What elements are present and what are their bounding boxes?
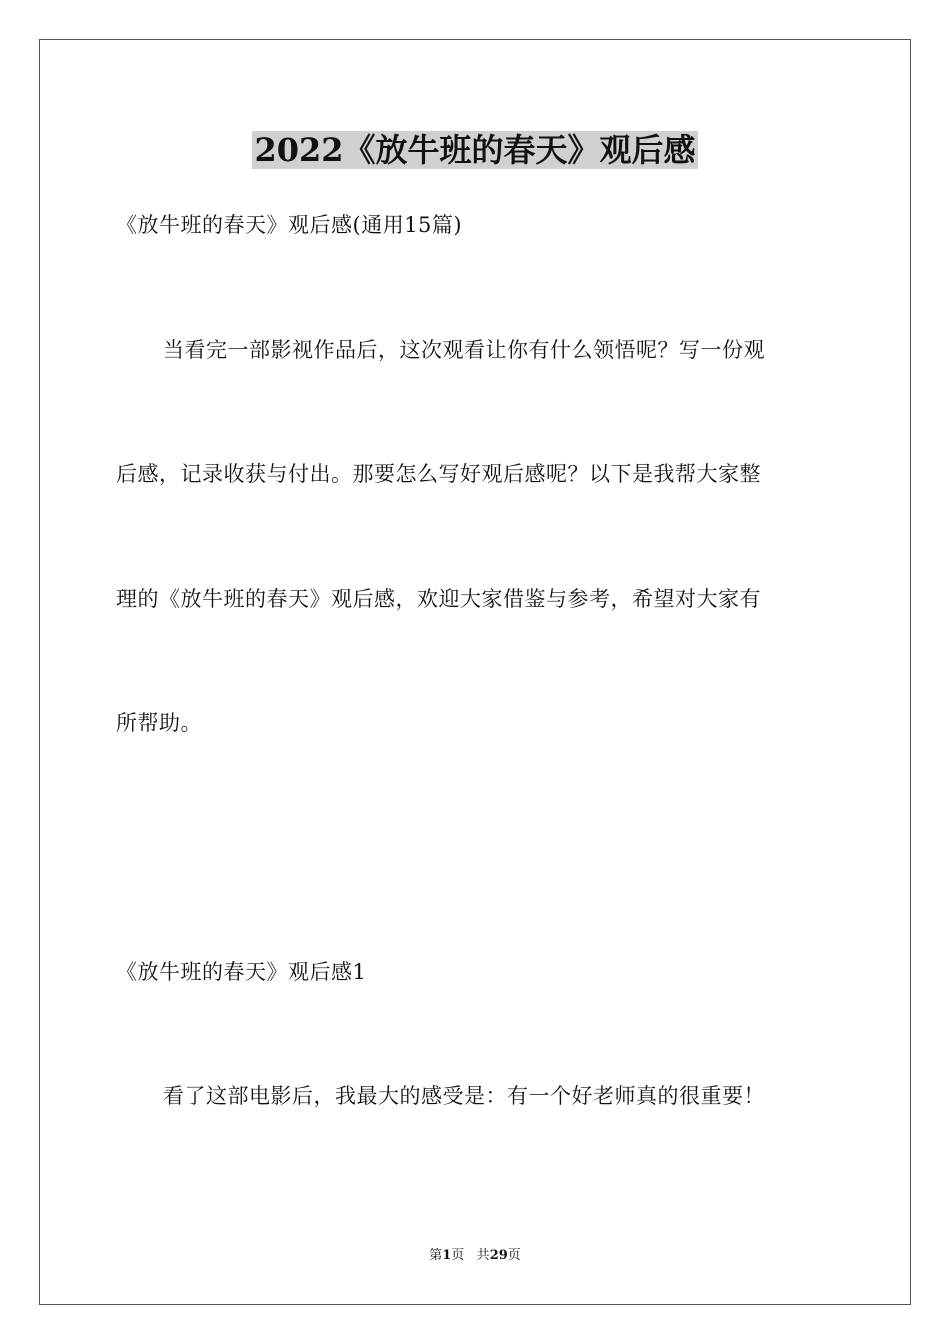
document-subtitle: 《放牛班的春天》观后感(通用15篇) (116, 213, 463, 237)
intro-line-3: 理的《放牛班的春天》观后感，欢迎大家借鉴与参考，希望对大家有 (116, 587, 761, 611)
intro-line-1: 当看完一部影视作品后，这次观看让你有什么领悟呢？写一份观 (163, 338, 765, 362)
document-title-text: 2022《放牛班的春天》观后感 (254, 131, 696, 169)
footer-page-number: 1 (442, 1248, 452, 1263)
page-footer (0, 1247, 950, 1265)
section-first-line: 看了这部电影后，我最大的感受是：有一个好老师真的很重要！ (163, 1084, 765, 1108)
section-heading: 《放牛班的春天》观后感1 (116, 960, 367, 984)
intro-line-2: 后感，记录收获与付出。那要怎么写好观后感呢？以下是我帮大家整 (116, 462, 761, 486)
footer-total-suffix: 页 (507, 1248, 521, 1263)
footer-total-prefix: 共 (476, 1248, 490, 1263)
intro-line-4: 所帮助。 (116, 711, 202, 735)
footer-total-pages: 29 (489, 1248, 508, 1263)
document-title (0, 128, 950, 172)
footer-page-prefix: 第 (429, 1248, 443, 1263)
footer-page-suffix: 页 (451, 1248, 465, 1263)
